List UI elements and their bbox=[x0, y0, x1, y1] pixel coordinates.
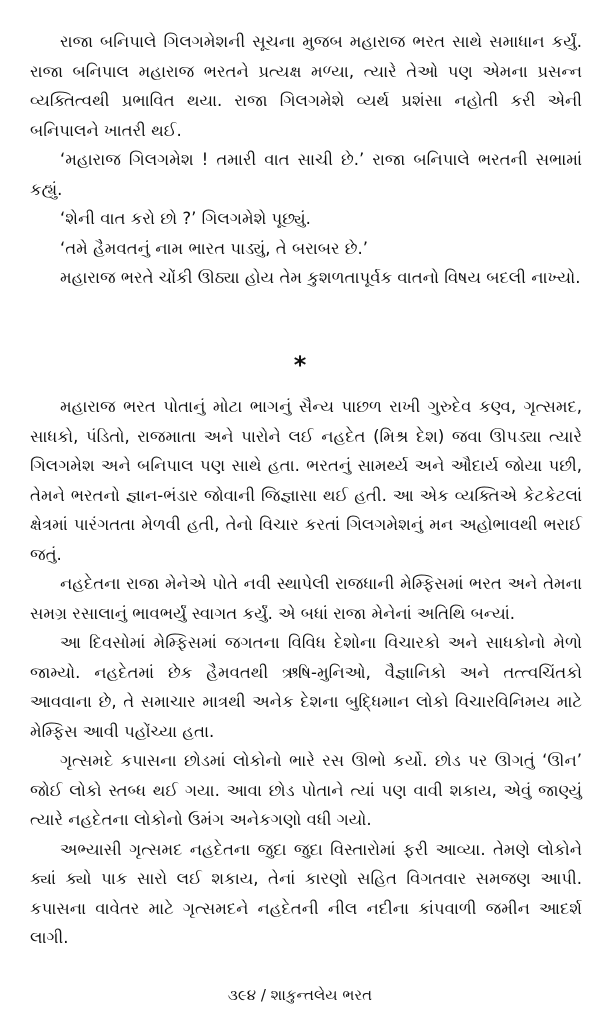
paragraph: ગૃત્સમદે કપાસના છોડમાં લોકોનો ભારે રસ ઊભો કર્યો. છોડ પર ઊગતું ‘ઊન’ જોઈ લોકો સ્તબ્ધ થઈ ગયા. આવા છોડ પોતાને ત્યાં પણ વાવી શકાય, એવું જાણ્યું ત્યારે નહદેતના લોકોનો ઉમંગ અનેકગણો વધી ગયો. bbox=[30, 751, 582, 829]
section-separator-asterisk: * bbox=[293, 351, 307, 379]
paragraph: આ દિવસોમાં મેમ્ફિસમાં જગતના વિવિધ દેશોના વિચારકો અને સાધકોનો મેળો જામ્યો. નહદેતમાં છેક હૈમવતથી ઋષિ-મુનિઓ, વૈજ્ઞાનિકો અને તત્ત્વચિંતકો આવવાના છે, તે સમાચાર માત્રથી અનેક દેશના બુદ્ધિમાન લોકો વિચારવિનિમય માટે મેમ્ફિસ આવી પહોંચ્યા હતા. bbox=[30, 633, 582, 741]
section-two-text bbox=[30, 392, 582, 953]
dialogue-paragraph: ‘મહારાજ ગિલગમેશ ! તમારી વાત સાચી છે.’ રાજા બનિપાલે ભરતની સભામાં કહ્યું. bbox=[30, 150, 582, 199]
paragraph: અભ્યાસી ગૃત્સમદ નહદેતના જુદા જુદા વિસ્તારોમાં ફરી આવ્યા. તેમણે લોકોને ક્યાં ક્યો પાક સારો લઈ શકાય, તેનાં કારણો સહિત વિગતવાર સમજણ આપી. કપાસના વાવેતર માટે ગૃત્સમદને નહદેતની નીલ નદીના કાંપવાળી જમીન આદર્શ લાગી. bbox=[30, 839, 582, 947]
paragraph: નહદેતના રાજા મેનેએ પોતે નવી સ્થાપેલી રાજધાની મેમ્ફિસમાં ભરત અને તેમના સમગ્ર રસાલાનું ભાવભર્યું સ્વાગત કર્યું. એ બધાં રાજા મેનેનાં અતિથિ બન્યાં. bbox=[30, 574, 582, 623]
dialogue-paragraph: ‘શેની વાત કરો છો ?’ ગિલગમેશે પૂછ્યું. bbox=[60, 209, 311, 228]
paragraph: મહારાજ ભરત પોતાનું મોટા ભાગનું સૈન્ય પાછળ રાખી ગુરુદેવ કણ્વ, ગૃત્સમદ, સાધકો, પંડિતો, રાજમાતા અને પારોને લઈ નહદેત (મિશ્ર દેશ) જવા ઊપડ્યા ત્યારે ગિલગમેશ અને બનિપાલ પણ સાથે હતા. ભરતનું સામર્થ્ય અને ઔદાર્ય જોયા પછી, તેમને ભરતનો જ્ઞાન-ભંડાર જોવાની જિજ્ઞાસા થઈ હતી. આ એક વ્યક્તિએ કેટકેટલાં ક્ષેત્રમાં પારંગતતા મેળવી હતી, તેનો વિચાર કરતાં ગિલગમેશનું મન અહોભાવથી ભરાઈ જતું. bbox=[30, 397, 582, 564]
page-footer: ૩૯૪ / શાકુન્તલેય ભરત bbox=[227, 986, 373, 1004]
section-one-text bbox=[30, 27, 582, 293]
paragraph: મહારાજ ભરતે ચોંકી ઊઠ્યા હોય તેમ કુશળતાપૂર્વક વાતનો વિષય બદલી નાખ્યો. bbox=[60, 268, 581, 287]
dialogue-paragraph: ‘તમે હૈમવતનું નામ ભારત પાડ્યું, તે બરાબર છે.’ bbox=[60, 238, 369, 258]
paragraph: રાજા બનિપાલે ગિલગમેશની સૂચના મુજબ મહારાજ ભરત સાથે સમાધાન કર્યું. રાજા બનિપાલ મહારાજ ભરતને પ્રત્યક્ષ મળ્યા, ત્યારે તેઓ પણ એમના પ્રસન્ન વ્યક્તિત્વથી પ્રભાવિત થયા. રાજા ગિલગમેશે વ્યર્થ પ્રશંસા નહોતી કરી એની બનિપાલને ખાતરી થઈ. bbox=[30, 32, 582, 140]
